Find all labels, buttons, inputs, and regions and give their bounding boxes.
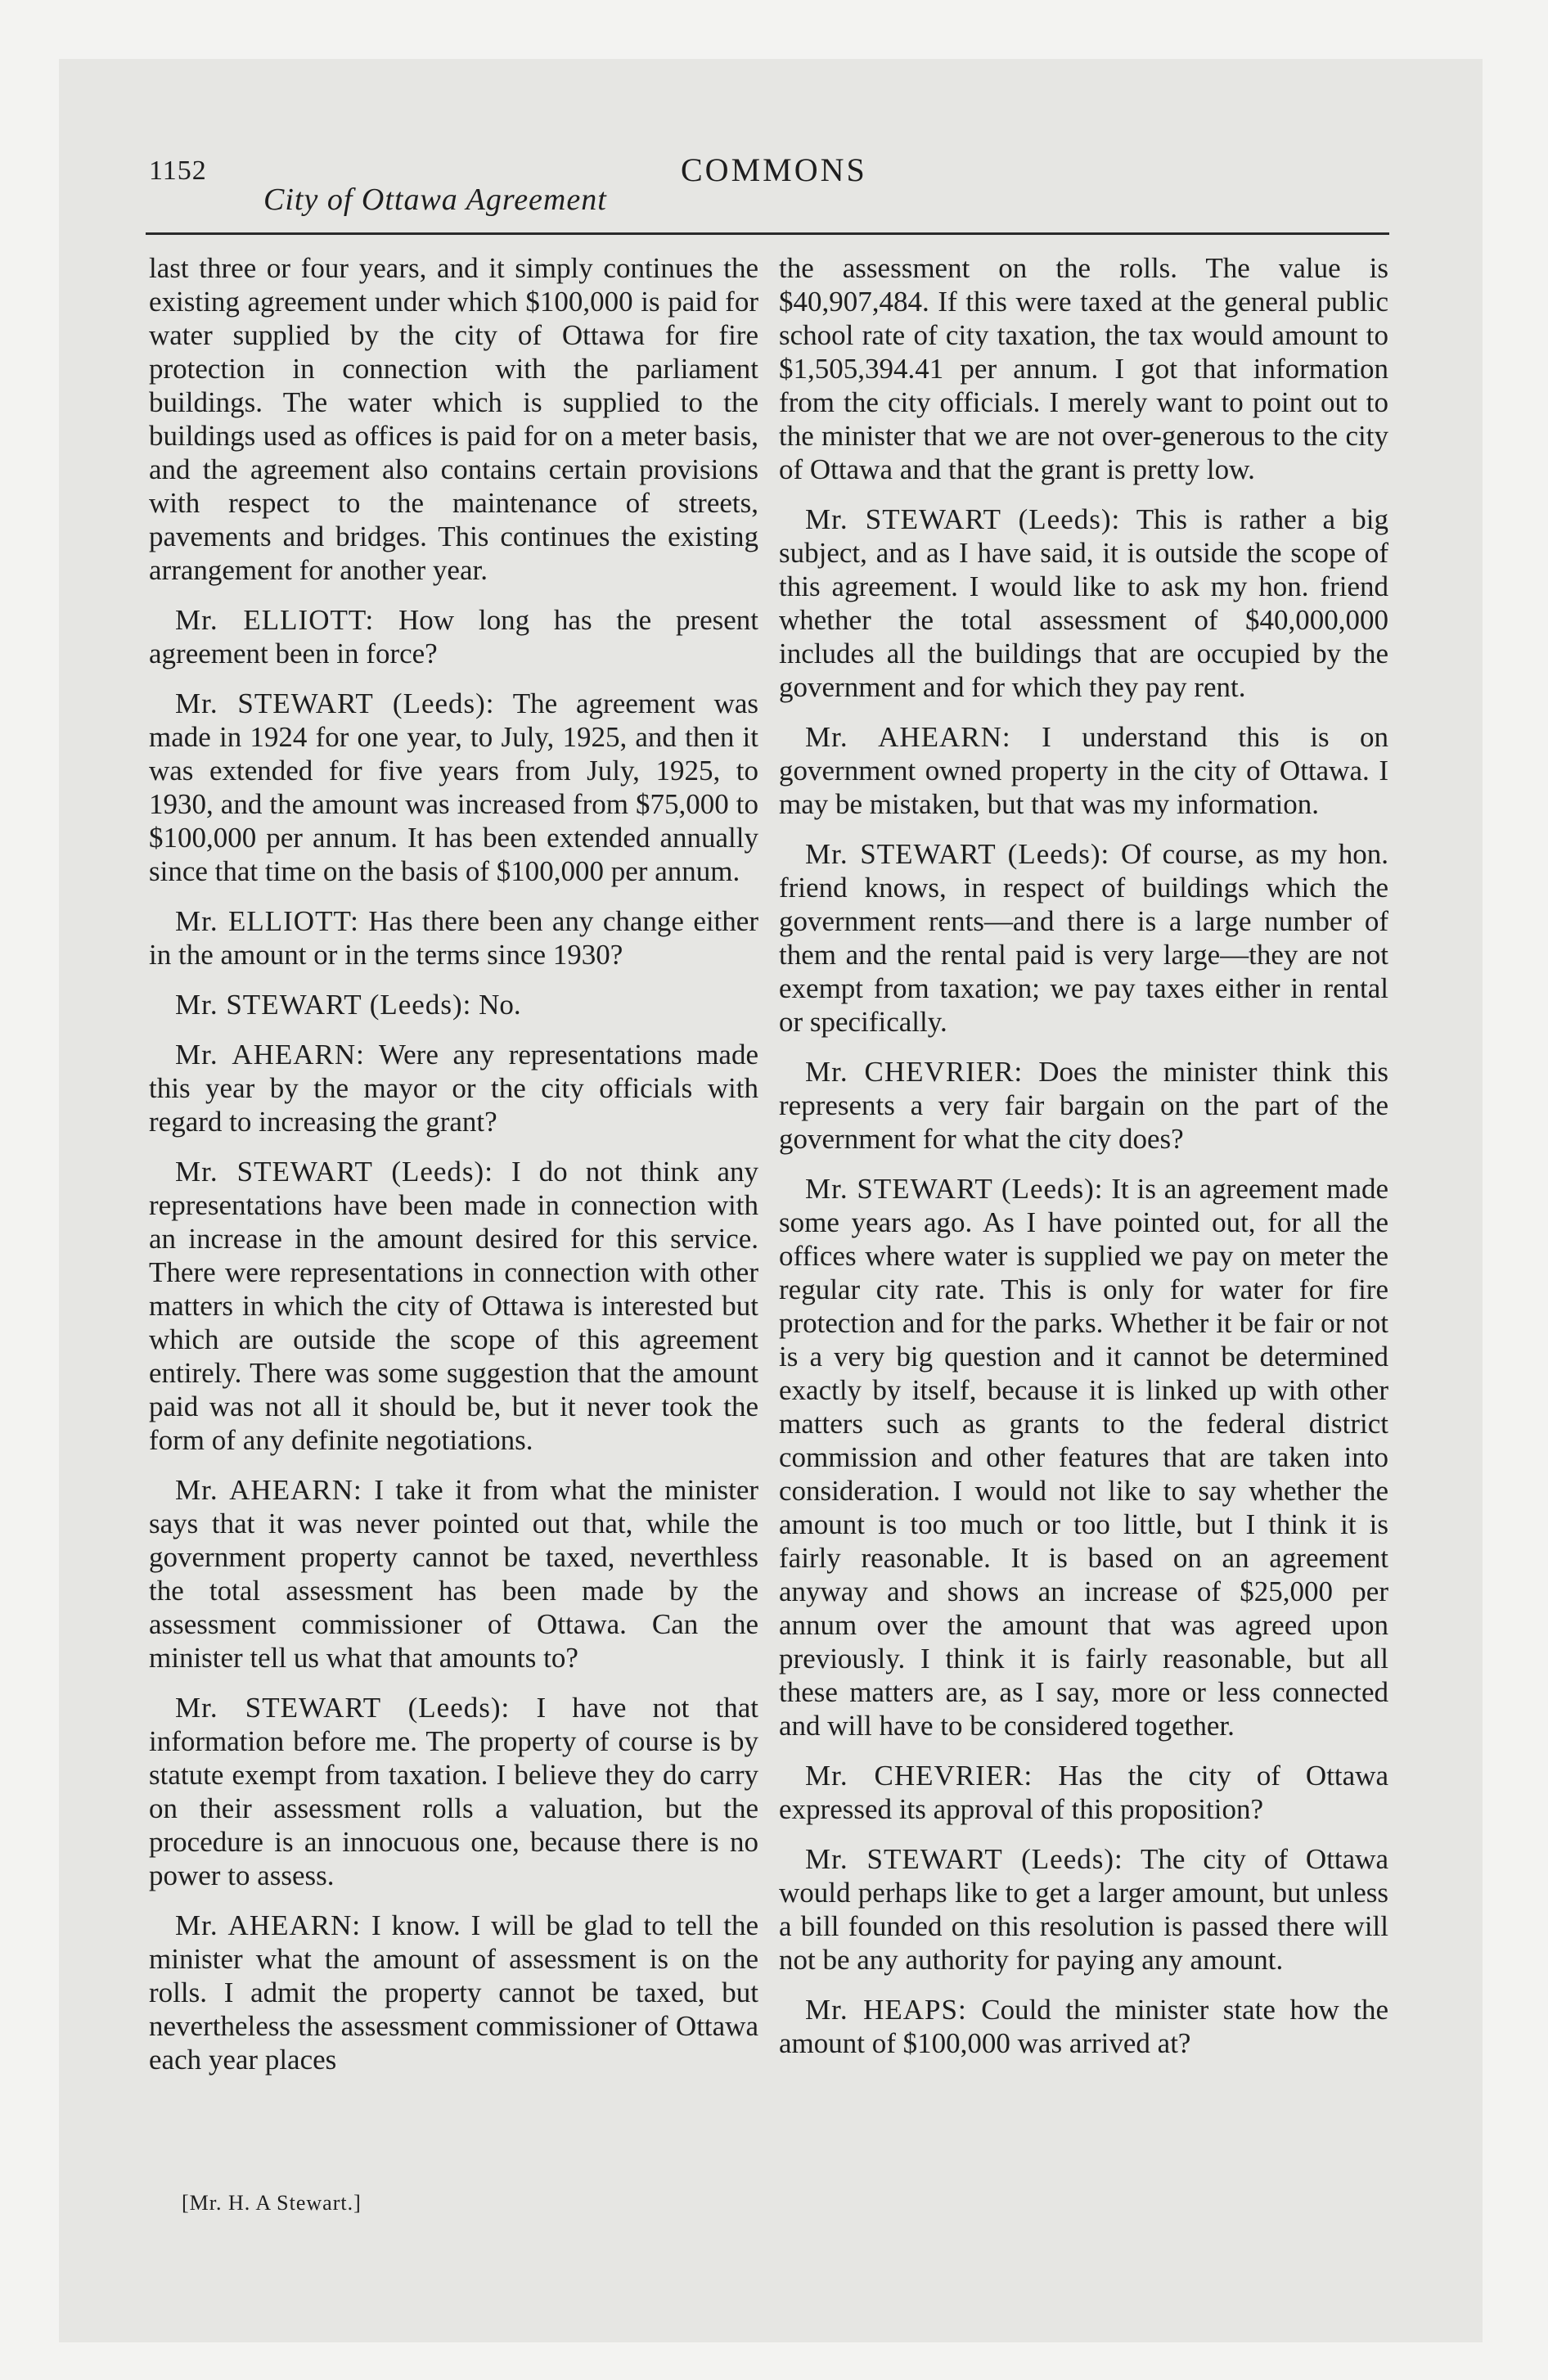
speaker-name: Mr. STEWART (Leeds): <box>805 838 1110 870</box>
paragraph-text: This is rather a big subject, and as I have said, it is outside the scope of this agreement. I would like to ask my hon. friend whether the total assessment of $40,000,000 includes all the buildings that are occupied by the government and for which they pay rent. <box>779 503 1388 703</box>
paragraph-text: Has the city of Ottawa expressed its approval of this proposition? <box>779 1760 1388 1825</box>
speaker-name: Mr. STEWART (Leeds): <box>805 503 1121 535</box>
header-rule <box>146 232 1389 235</box>
speaker-name: Mr. AHEARN: <box>805 721 1011 753</box>
paragraph-text: I do not think any representations have been made in connection with an increase in the amount desired for this service. There were representations in connection with other matters in which the city of Ottawa is interested but which are outside the scope of this agreement entirely. There was some suggestion that the amount paid was not all it should be, but it never took the form of any definite negotiations. <box>149 1156 758 1456</box>
paragraph-text: It is an agreement made some years ago. As I have pointed out, for all the offices where water is supplied we pay on meter the regular city rate. This is only for water for fire protection and for the parks. Whether it be fair or not is a very big question and it cannot be determined exactly by itself, because it is linked up with other matters such as grants to the federal district commission and other features that are taken into consideration. I would not like to say whether the amount is too much or too little, but I think it is fairly reasonable. It is based on an agreement anyway and shows an increase of $25,000 per annum over the amount that was agreed upon previously. I think it is fairly reasonable, but all these matters are, as I say, more or less connected and will have to be considered together. <box>779 1173 1388 1742</box>
paragraph-text: I understand this is on government owned property in the city of Ottawa. I may be mistaken, but that was my information. <box>779 721 1388 820</box>
paragraph <box>149 904 758 971</box>
paragraph <box>149 1155 758 1457</box>
speaker-name: Mr. STEWART (Leeds): <box>805 1843 1123 1875</box>
paragraph <box>779 1172 1388 1742</box>
right-column <box>779 251 1388 2199</box>
paragraph <box>149 251 758 587</box>
paragraph-text: Could the minister state how the amount of $100,000 was arrived at? <box>779 1994 1388 2059</box>
paragraph-text: Of course, as my hon. friend knows, in respect of buildings which the government rents—and there is a large number of them and the rental paid is very large—they are not exempt from taxation; we pay taxes either in rental or specifically. <box>779 838 1388 1038</box>
speaker-name: Mr. STEWART (Leeds): <box>805 1173 1104 1205</box>
page-header <box>59 59 1483 239</box>
speaker-name: Mr. ELLIOTT: <box>175 905 359 937</box>
speaker-name: Mr. AHEARN: <box>175 1474 362 1506</box>
speaker-name: Mr. CHEVRIER: <box>805 1760 1033 1792</box>
paragraph <box>149 1691 758 1892</box>
speaker-name: Mr. STEWART (Leeds): <box>175 1156 493 1188</box>
paragraph-text: The agreement was made in 1924 for one year, to July, 1925, and then it was extended for five years from July, 1925, to 1930, and the amount was increased from $75,000 to $100,000 per annum. It has been extended annually since that time on the basis of $100,000 per annum. <box>149 687 758 887</box>
paragraph <box>149 1038 758 1138</box>
speaker-name: Mr. STEWART (Leeds): <box>175 687 495 719</box>
paragraph <box>779 251 1388 486</box>
paragraph-text: The city of Ottawa would perhaps like to get a larger amount, but unless a bill founded on this resolution is passed there will not be any authority for paying any amount. <box>779 1843 1388 1976</box>
paragraph <box>149 687 758 888</box>
paragraph <box>149 1473 758 1675</box>
page-title: COMMONS <box>681 151 867 188</box>
paragraph <box>149 1909 758 2076</box>
speaker-reference-footer: [Mr. H. A Stewart.] <box>182 2191 362 2215</box>
paragraph <box>779 1993 1388 2060</box>
speaker-name: Mr. HEAPS: <box>805 1994 967 2026</box>
paragraph <box>779 837 1388 1039</box>
paragraph-text: the assessment on the rolls. The value is $40,907,484. If this were taxed at the general public school rate of city taxation, the tax would amount to $1,505,394.41 per annum. I got that information from the city officials. I merely want to point out to the minister that we are not over-generous to the city of Ottawa and that the grant is pretty low. <box>779 252 1388 485</box>
speaker-name: Mr. AHEARN: <box>175 1039 365 1071</box>
paragraph-text: I know. I will be glad to tell the minister what the amount of assessment is on the rolls. I admit the property cannot be taxed, but nevertheless the assessment commissioner of Ottawa each year places <box>149 1909 758 2076</box>
paragraph-text: How long has the present agreement been in force? <box>149 604 758 669</box>
paragraph-text: I have not that information before me. The property of course is by statute exempt from taxation. I believe they do carry on their assessment rolls a valuation, but the procedure is an innocuous one, because there is no power to assess. <box>149 1692 758 1891</box>
page-number: 1152 <box>149 156 207 186</box>
paragraph <box>149 603 758 670</box>
paragraph-text: Does the minister think this represents a very fair bargain on the part of the government for what the city does? <box>779 1056 1388 1155</box>
paragraph <box>779 1055 1388 1156</box>
document-page <box>59 59 1483 2342</box>
speaker-name: Mr. AHEARN: <box>175 1909 362 1941</box>
paragraph <box>779 503 1388 704</box>
paragraph <box>149 988 758 1021</box>
left-column <box>149 251 758 2199</box>
paragraph-text: Has there been any change either in the amount or in the terms since 1930? <box>149 905 758 971</box>
page-subtitle: City of Ottawa Agreement <box>263 183 607 217</box>
speaker-name: Mr. CHEVRIER: <box>805 1056 1024 1088</box>
paragraph <box>779 1842 1388 1977</box>
speaker-name: Mr. ELLIOTT: <box>175 604 375 636</box>
speaker-name: Mr. STEWART (Leeds): <box>175 1692 511 1724</box>
paragraph-text: Were any representations made this year by the mayor or the city officials with regard to increasing the grant? <box>149 1039 758 1138</box>
paragraph <box>779 1759 1388 1826</box>
paragraph-text: No. <box>479 989 521 1021</box>
paragraph <box>779 720 1388 821</box>
speaker-name: Mr. STEWART (Leeds): <box>175 989 472 1021</box>
paragraph-text: I take it from what the minister says that it was never pointed out that, while the government property cannot be taxed, neverthless the total assessment has been made by the assessment commissioner of Ottawa. Can the minister tell us what that amounts to? <box>149 1474 758 1674</box>
paragraph-text: last three or four years, and it simply continues the existing agreement under which $100,000 is paid for water supplied by the city of Ottawa for fire protection in connection with the parliament buildings. The water which is supplied to the buildings used as offices is paid for on a meter basis, and the agreement also contains certain provisions with respect to the maintenance of streets, pavements and bridges. This continues the existing arrangement for another year. <box>149 252 758 586</box>
